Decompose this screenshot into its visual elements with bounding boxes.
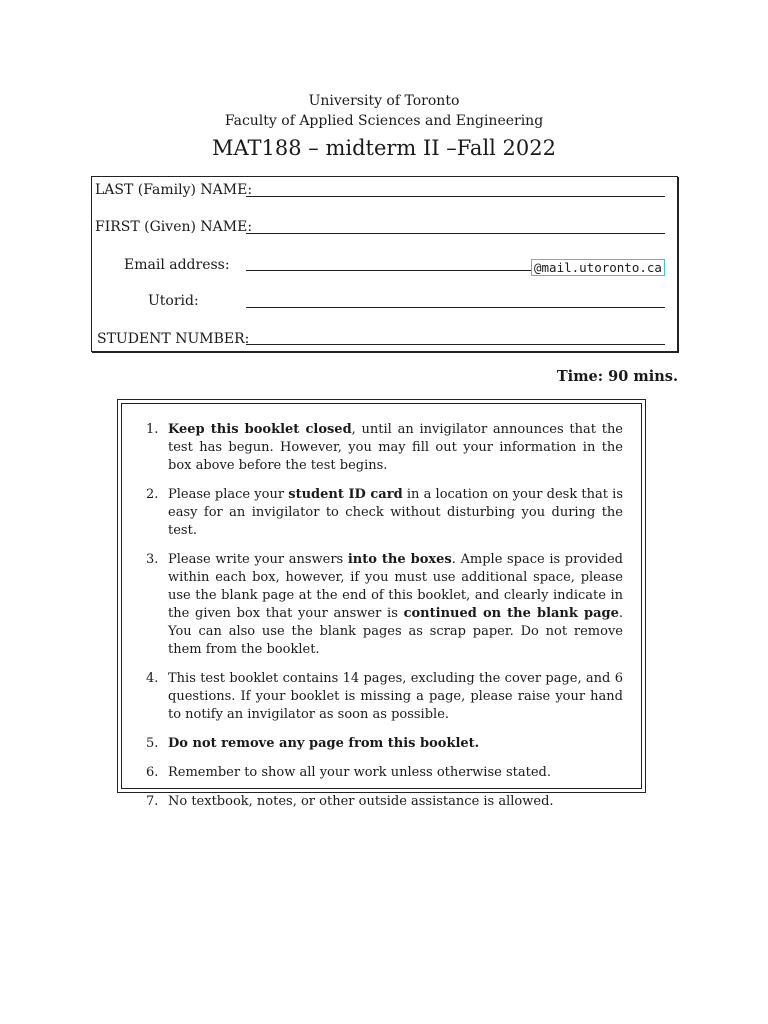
first-name-label: FIRST (Given) NAME: (95, 219, 253, 235)
instruction-number: 1. (146, 422, 159, 437)
faculty-name: Faculty of Applied Sciences and Engineering (224, 113, 544, 129)
utorid-label: Utorid: (148, 293, 199, 309)
instruction-number: 4. (146, 671, 159, 686)
instruction-text: Remember to show all your work unless otherwise stated. (168, 765, 551, 780)
time-limit: Time: 90 mins. (556, 368, 678, 385)
last-name-field[interactable] (246, 196, 665, 197)
instruction-item (146, 551, 623, 659)
email-suffix: @mail.utoronto.ca (531, 259, 665, 276)
instruction-item (146, 764, 623, 782)
instruction-text: , until an invigilator announces that the test has begun. However, you may fill out your information in the box above before the test begins. (168, 422, 624, 473)
instructions-list (146, 421, 623, 822)
instruction-bold: Do not remove any page from this booklet. (168, 736, 480, 751)
last-name-label: LAST (Family) NAME: (95, 182, 253, 198)
university-name: University of Toronto (308, 93, 460, 109)
instruction-number: 6. (146, 765, 159, 780)
student-info-box (91, 176, 678, 352)
instruction-number: 7. (146, 794, 159, 809)
instruction-bold: Keep this booklet closed (168, 422, 352, 437)
instruction-item (146, 486, 623, 540)
instructions-inner-frame (121, 403, 642, 809)
instruction-text: No textbook, notes, or other outside assistance is allowed. (168, 794, 554, 809)
student-number-field[interactable] (246, 344, 665, 345)
instructions-box (117, 399, 646, 809)
instruction-bold: into the boxes (347, 552, 452, 567)
utorid-field[interactable] (246, 307, 665, 308)
instruction-item (146, 670, 623, 724)
instruction-item (146, 793, 623, 811)
instruction-item (146, 421, 623, 475)
instruction-text: . You can also use the blank pages as scrap paper. Do not remove them from the booklet. (168, 606, 624, 657)
instruction-text: This test booklet contains 14 pages, excluding the cover page, and 6 questions. If your booklet is missing a page, please raise your hand to notify an invigilator as soon as possible. (168, 671, 623, 722)
instruction-text: Please write your answers (168, 552, 348, 567)
instruction-text: . Ample space is provided within each box, however, if you must use additional space, please use the blank page at the end of this booklet, and clearly indicate in the given box that your answer is (168, 552, 623, 621)
instruction-item (146, 735, 623, 753)
exam-title: MAT188 – midterm II –Fall 2022 (211, 136, 556, 160)
first-name-field[interactable] (246, 233, 665, 234)
email-suffix-tag (531, 257, 665, 276)
instruction-bold: student ID card (288, 487, 403, 502)
email-label: Email address: (124, 257, 230, 273)
instruction-text: in a location on your desk that is easy for an invigilator to check without disturbing you during the test. (168, 487, 624, 538)
student-number-label: STUDENT NUMBER: (97, 331, 250, 347)
instruction-number: 5. (146, 736, 159, 751)
instruction-number: 3. (146, 552, 159, 567)
instruction-text: Please place your (168, 487, 289, 502)
instruction-bold: continued on the blank page (403, 606, 619, 621)
instruction-number: 2. (146, 487, 159, 502)
